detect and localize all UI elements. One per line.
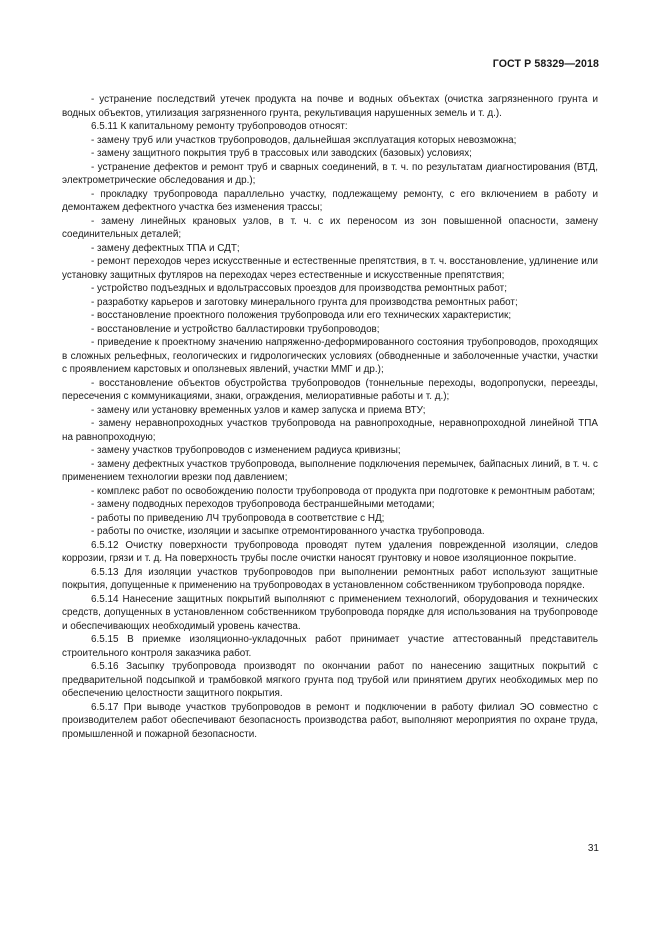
paragraph: - замену подводных переходов трубопровода бестраншейными методами; [91,499,435,510]
paragraph: - восстановление проектного положения трубопровода или его технических характеристик; [91,310,512,321]
paragraph: 6.5.16 Засыпку трубопровода производят по окончании работ по нанесению защитных покрытий с предварительной подсыпкой и трамбовкой мягкого грунта под трубой или принятием других необходимых мер по обеспечению целостности защитного покрытия. [62,661,598,699]
paragraph: - разработку карьеров и заготовку минерального грунта для производства ремонтных работ; [91,296,518,308]
page-number: 31 [587,843,599,854]
paragraph: - восстановление объектов обустройства трубопроводов (тоннельные переходы, водопропуски, переезды, пересечения с коммуникациями, знаки, ограждения, мелиоративные работы и т. д.); [62,377,598,402]
paragraph: - замену линейных крановых узлов, в т. ч. с их переносом из зон повышенной опасности, замену соединительных деталей; [62,215,598,240]
paragraph: 6.5.14 Нанесение защитных покрытий выполняют с применением технологий, оборудования и технических средств, допущенных в установленном собственником трубопровода порядке для использования на трубопроводе и обеспечивающих необходимый уровень качества. [62,593,598,632]
paragraph: - работы по приведению ЛЧ трубопровода в соответствие с НД; [91,512,385,524]
document-code: ГОСТ Р 58329—2018 [492,58,599,70]
paragraph: - замену дефектных участков трубопровода, выполнение подключения перемычек, байпасных линий, в т. ч. с применением технологии врезки под давлением; [62,458,598,483]
paragraph: 6.5.11 К капитальному ремонту трубопроводов относят: [91,121,348,132]
paragraph: 6.5.12 Очистку поверхности трубопровода проводят путем удаления поврежденной изоляции, следов коррозии, грязи и т. д. На поверхность трубы после очистки наносят грунтовку и новое изоляционное покрытие. [62,539,598,564]
paragraph: - устройство подъездных и вдольтрассовых проездов для производства ремонтных работ; [91,283,507,294]
paragraph: - работы по очистке, изоляции и засыпке отремонтированного участка трубопровода. [91,526,485,537]
paragraph: - приведение к проектному значению напряженно-деформированного состояния трубопроводов, проходящих в сложных рельефных, геологических и гидрологических условиях (обводненные и заболоченные участки, участки с проявлением карстовых и оползневых явлений, участки ММГ и др.); [62,337,598,375]
paragraph: - замену дефектных ТПА и СДТ; [91,242,240,254]
paragraph: - устранение последствий утечек продукта на почве и водных объектах (очистка загрязненного грунта и водных объектов, утилизация загрязненного грунта, рекультивация нарушенных земель и т. д.). [62,94,598,119]
paragraph: - ремонт переходов через искусственные и естественные препятствия, в т. ч. восстановление, удлинение или установку защитных футляров на переходах через естественные и искусственные препятствия; [62,256,598,281]
paragraph: - замену неравнопроходных участков трубопровода на равнопроходные, неравнопроходной линейной ТПА на равнопроходную; [62,418,598,443]
paragraph: 6.5.15 В приемке изоляционно-укладочных работ принимает участие аттестованный представитель строительного контроля заказчика работ. [62,634,598,659]
paragraph: 6.5.17 При выводе участков трубопроводов в ремонт и подключении в работу филиал ЭО совместно с производителем работ обеспечивают безопасность производства работ, выполняют мероприятия по охране труда, промышленной и пожарной безопасности. [62,701,598,740]
paragraph: - восстановление и устройство балластировки трубопроводов; [91,323,380,335]
paragraph: - комплекс работ по освобождению полости трубопровода от продукта при подготовке к ремонтным работам; [91,485,595,497]
paragraph: - устранение дефектов и ремонт труб и сварных соединений, в т. ч. по результатам диагностирования (ВТД, электрометрические обследования и др.); [62,161,598,186]
paragraph: 6.5.13 Для изоляции участков трубопроводов при выполнении ремонтных работ используют защитные покрытия, допущенные к применению на трубопроводах в установленном собственником трубопровода порядке. [62,566,598,591]
paragraph: - прокладку трубопровода параллельно участку, подлежащему ремонту, с его включением в работу и демонтажем дефектного участка без изменения трассы; [62,188,598,213]
paragraph: - замену труб или участков трубопроводов, дальнейшая эксплуатация которых невозможна; [91,134,517,146]
paragraph: - замену участков трубопроводов с изменением радиуса кривизны; [91,445,401,456]
document-body [62,93,598,741]
paragraph: - замену или установку временных узлов и камер запуска и приема ВТУ; [91,404,426,416]
paragraph: - замену защитного покрытия труб в трассовых или заводских (базовых) условиях; [91,148,472,159]
